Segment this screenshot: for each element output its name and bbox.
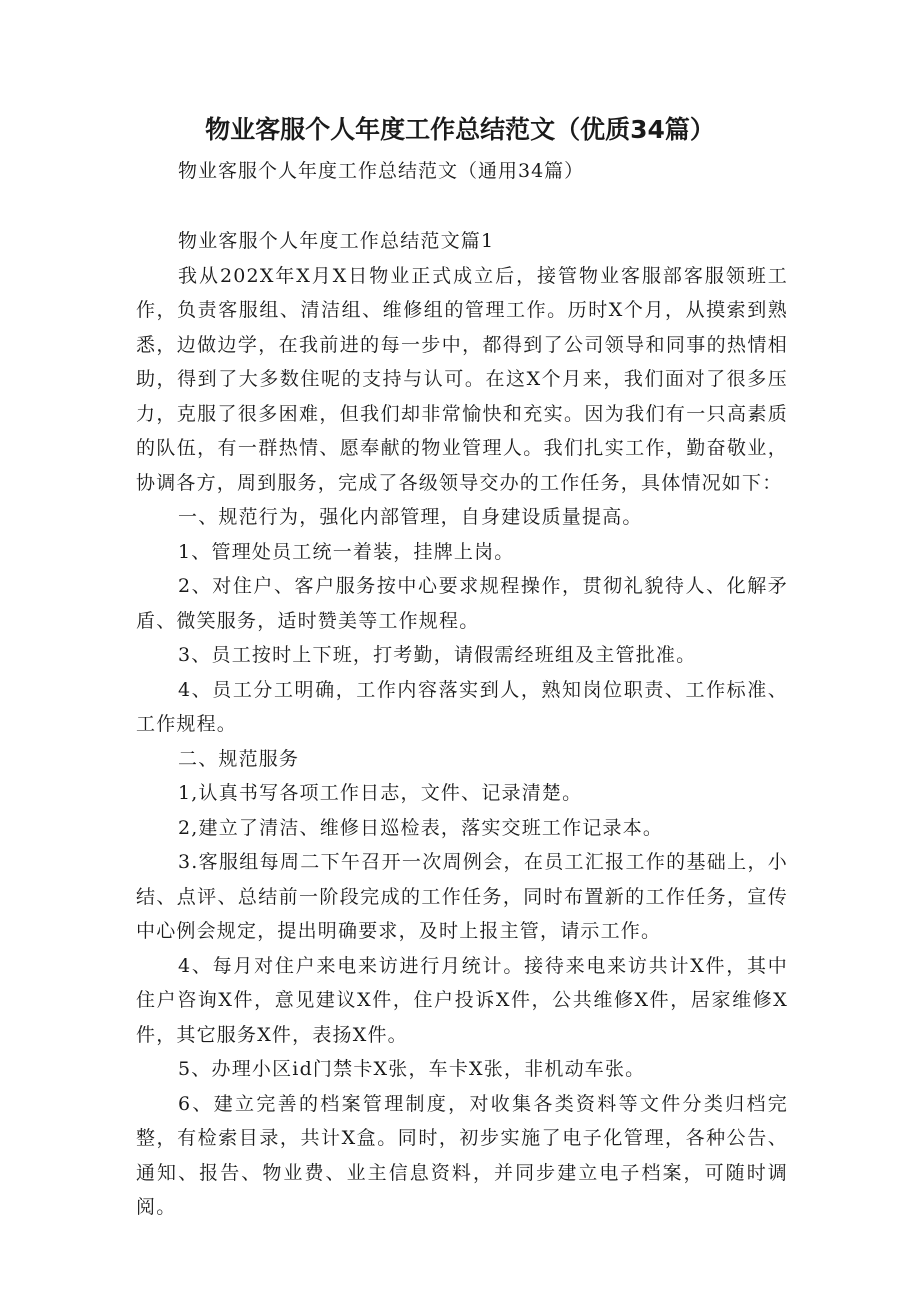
document-subtitle: 物业客服个人年度工作总结范文（通用34篇） [178,160,585,182]
paragraph-item: 6、建立完善的档案管理制度，对收集各类资料等文件分类归档完整，有检索目录，共计X盒。同时，初步实施了电子化管理，各种公告、通知、报告、物业费、业主信息资料，并同步建立电子档案，可随时调阅。 [136,1092,788,1218]
paragraph-item: 4、员工分工明确，工作内容落实到人，熟知岗位职责、工作标准、工作规程。 [136,678,788,735]
paragraph-heading-1: 一、规范行为，强化内部管理，自身建设质量提高。 [178,506,643,528]
paragraph-item: 5、办理小区id门禁卡X张，车卡X张，非机动车张。 [178,1058,646,1080]
paragraph-item: 3、员工按时上下班，打考勤，请假需经班组及主管批准。 [178,644,697,666]
paragraph-item: 2、对住户、客户服务按中心要求规程操作，贯彻礼貌待人、化解矛盾、微笑服务，适时赞美等工作规程。 [136,575,788,632]
document-title: 物业客服个人年度工作总结范文（优质34篇） [205,115,715,144]
paragraph-heading-2: 二、规范服务 [178,747,300,770]
paragraph-item: 1、管理处员工统一着装，挂牌上岗。 [178,540,515,563]
paragraph-item: 3.客服组每周二下午召开一次周例会，在员工汇报工作的基础上，小结、点评、总结前一阶段完成的工作任务，同时布置新的工作任务，宣传中心例会规定，提出明确要求，及时上报主管，请示工作。 [136,851,788,942]
paragraph-item: 4、每月对住户来电来访进行月统计。接待来电来访共计X件，其中住户咨询X件，意见建议X件，住户投诉X件，公共维修X件，居家维修X件，其它服务X件，表扬X件。 [136,954,788,1046]
document-body [136,224,788,1225]
paragraph-intro: 我从202X年X月X日物业正式成立后，接管物业客服部客服领班工作，负责客服组、清洁组、维修组的管理工作。历时X个月，从摸索到熟悉，边做边学，在我前进的每一步中，都得到了公司领导和同事的热情相助，得到了大多数住呢的支持与认可。在这X个月来，我们面对了很多压力，克服了很多困难，但我们却非常愉快和充实。因为我们有一只高素质的队伍，有一群热情、愿奉献的物业管理人。我们扎实工作，勤奋敬业，协调各方，周到服务，完成了各级领导交办的工作任务，具体情况如下： [136,264,788,494]
paragraph-item: 1,认真书写各项工作日志，文件、记录清楚。 [178,782,583,804]
section-heading: 物业客服个人年度工作总结范文篇1 [178,230,495,252]
paragraph-item: 2,建立了清洁、维修日巡检表，落实交班工作记录本。 [178,816,664,839]
